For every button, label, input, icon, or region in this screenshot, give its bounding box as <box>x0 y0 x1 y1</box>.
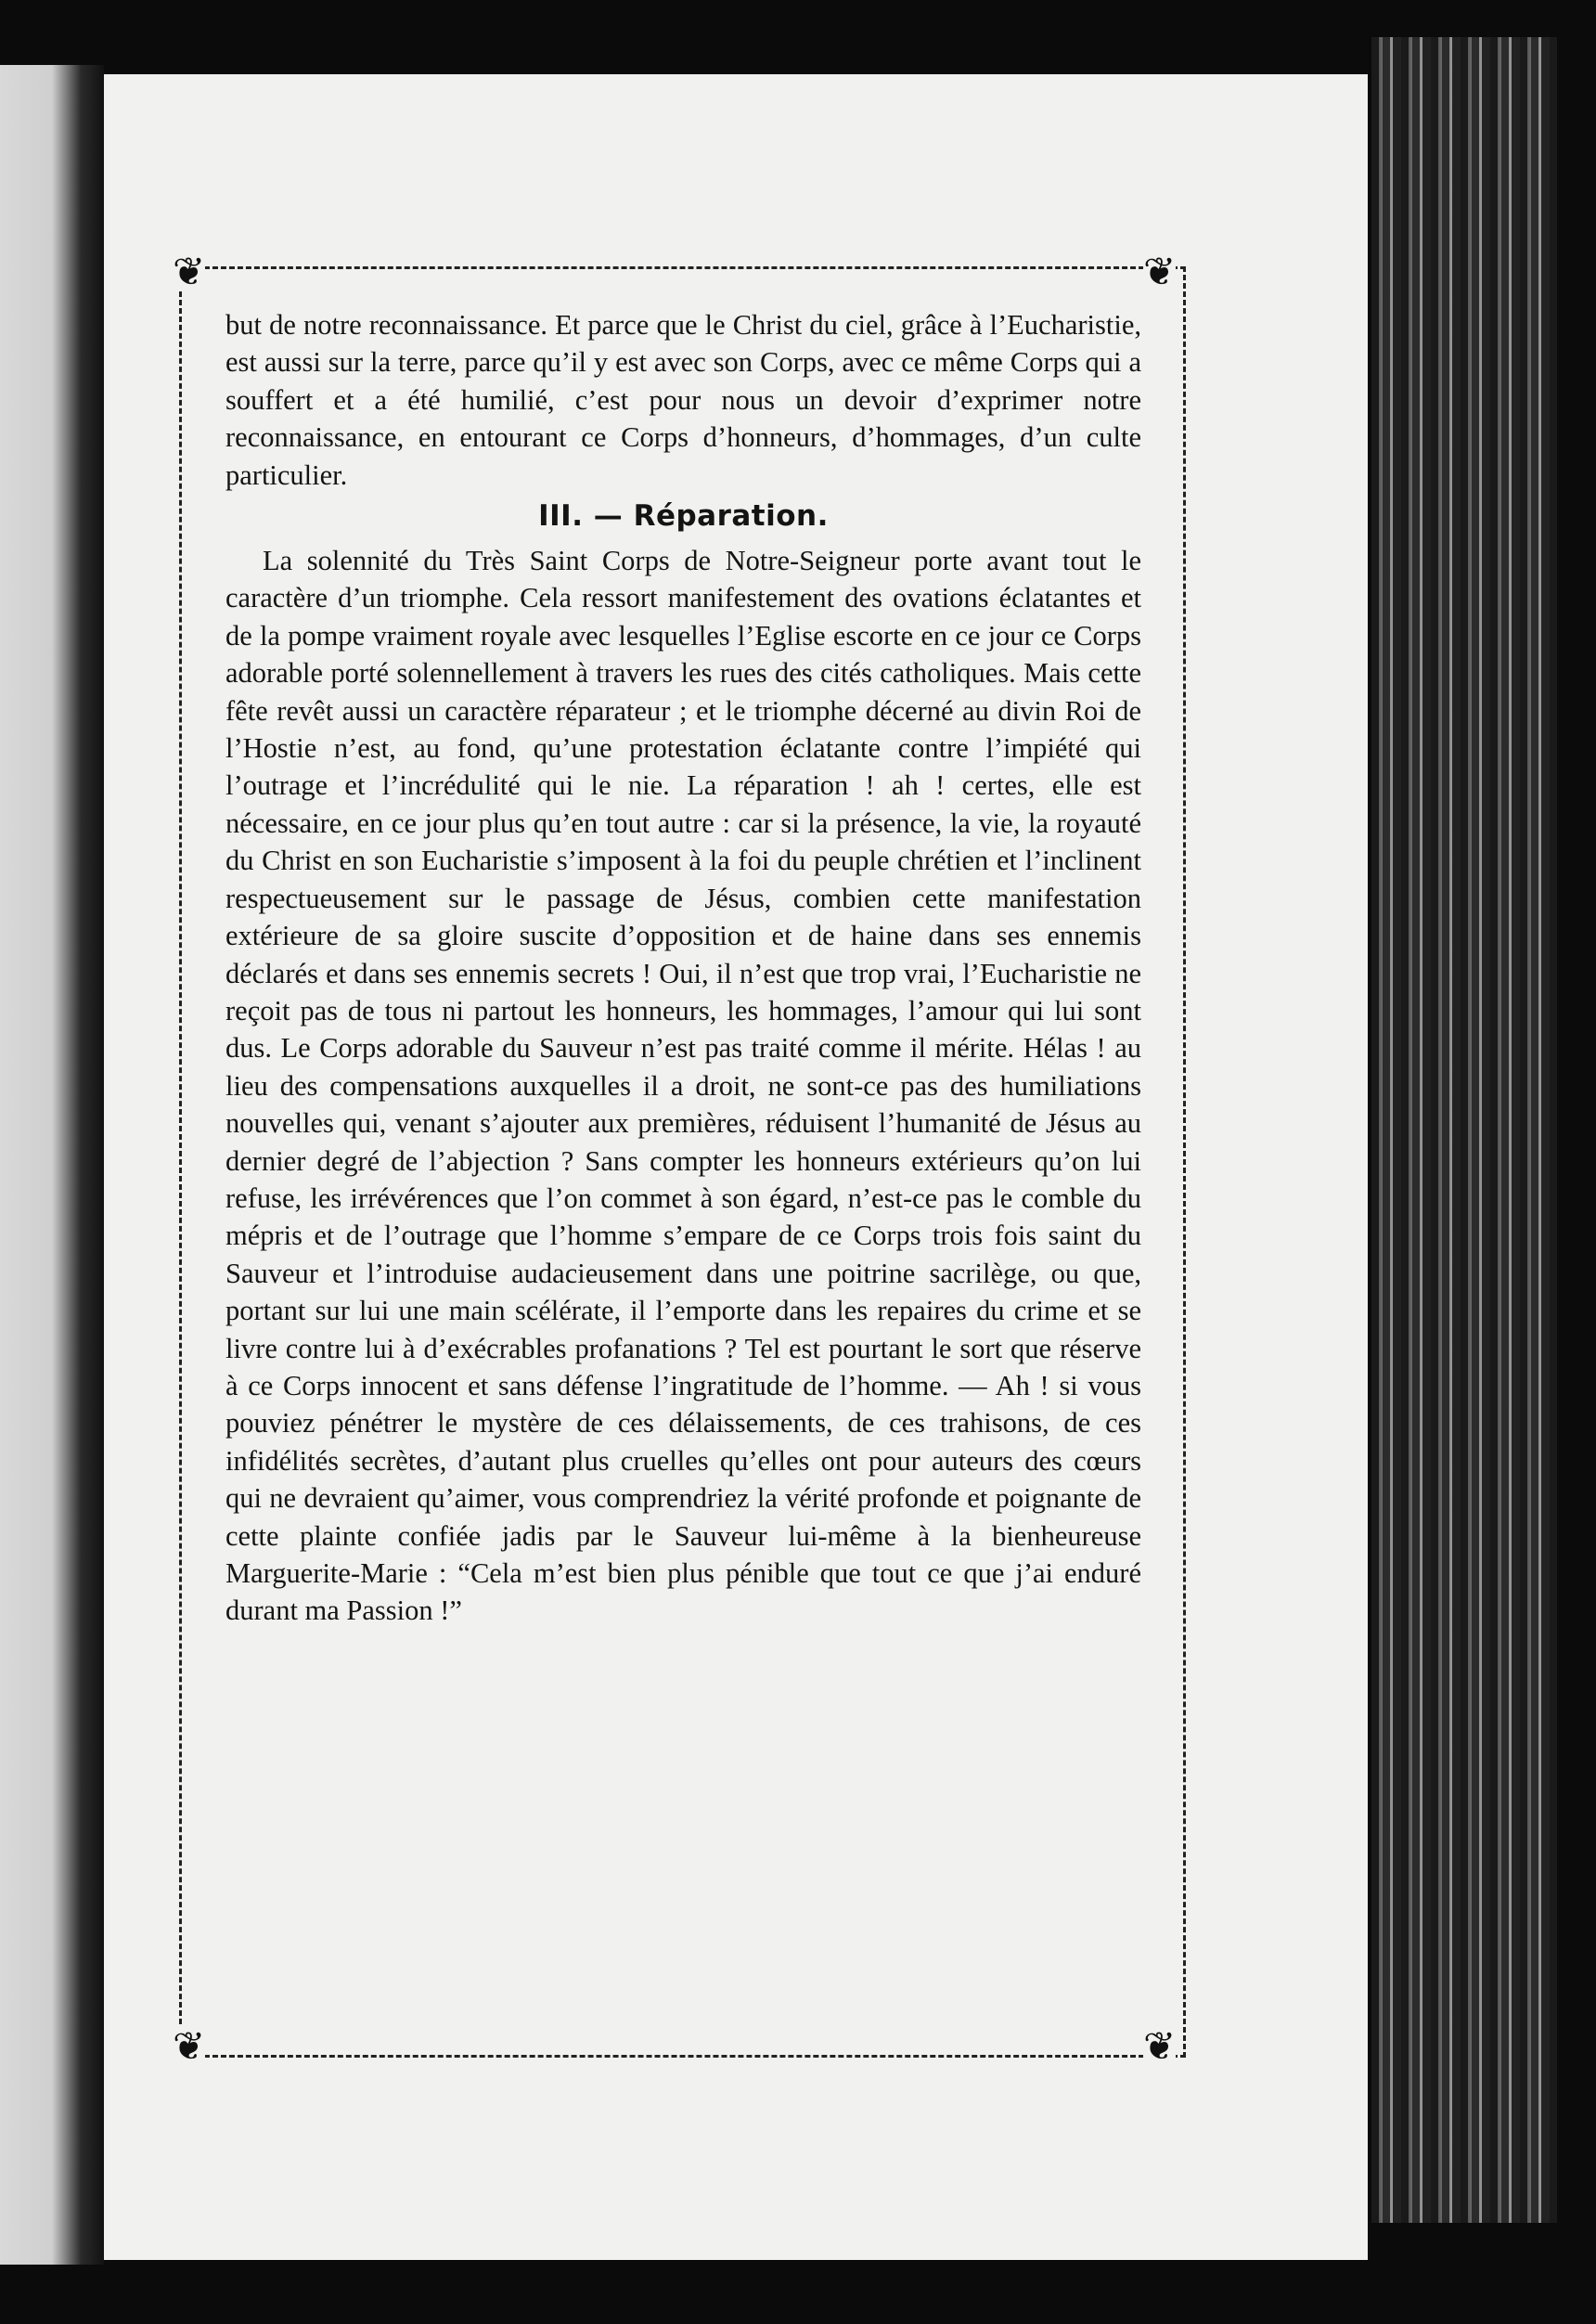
corner-ornament-icon: ❦ <box>1143 249 1177 294</box>
section-heading: III. — Réparation. <box>538 499 829 534</box>
corner-ornament-icon: ❦ <box>173 249 206 294</box>
page-stack-edge <box>1368 37 1557 2223</box>
left-page-edge <box>0 65 104 2265</box>
corner-ornament-icon: ❦ <box>1143 2023 1177 2069</box>
corner-ornament-icon: ❦ <box>173 2023 206 2069</box>
body-paragraph: La solennité du Très Saint Corps de Notre-Seigneur porte avant tout le caractère d’un triomphe. Cela ressort manifestement des ovations éclatantes et de la pompe vraiment royale avec lesquelles l’Eglise escorte en ce jour ce Corps adorable porté solennellement à travers les rues des cités catholiques. Mais cette fête revêt aussi un caractère réparateur ; et le triomphe décerné au divin Roi de l’Hostie n’est, au fond, qu’une protestation éclatante contre l’impiété qui l’outrage et l’incrédulité qui le nie. La réparation ! ah ! certes, elle est nécessaire, en ce jour plus qu’en tout autre : car si la présence, la vie, la royauté du Christ en son Eucharistie s’imposent à la foi du peuple chrétien et l’inclinent respectueusement sur le passage de Jésus, combien cette manifestation extérieure de sa gloire suscite d’opposition et de haine dans ses ennemis déclarés et dans ses ennemis secrets ! Oui, il n’est que trop vrai, l’Eucharistie ne reçoit pas de tous ni partout les honneurs, les hommages, l’amour qui lui sont dus. Le Corps adorable du Sauveur n’est pas traité comme il mérite. Hélas ! au lieu des compensations auxquelles il a droit, ne sont-ce pas des humiliations nouvelles qui, venant s’ajouter aux premières, réduisent l’humanité de Jésus au dernier degré de l’abjection ? Sans compter les honneurs extérieurs qu’on lui refuse, les irrévérences que l’on commet à son égard, n’est-ce pas le comble du mépris et de l’outrage que l’homme s’empare de ce Corps trois fois saint du Sauveur et l’introduise audacieusement dans une poitrine sacrilège, ou que, portant sur lui une main scélérate, il l’emporte dans les repaires du crime et se livre contre lui à d’exécrables profanations ? Tel est pourtant le sort que réserve à ce Corps innocent et sans défense l’ingratitude de l’homme. — Ah ! si vous pouviez pénétrer le mystère de ces délaissements, de ces trahisons, de ces infidélités secrètes, d’autant plus cruelles qu’elles ont pour auteurs des cœurs qui ne devraient qu’aimer, vous comprendriez la vérité profonde et poignante de cette plainte confiée jadis par le Sauveur lui-même à la bienheureuse Marguerite-Marie : “Cela m’est bien plus pénible que tout ce que j’ai enduré durant ma Passion !” <box>225 545 1141 1627</box>
page-text <box>225 306 1141 1630</box>
continuation-paragraph: but de notre reconnaissance. Et parce que le Christ du ciel, grâce à l’Eucharistie, est aussi sur la terre, parce qu’il y est avec son Corps, avec ce même Corps qui a souffert et a été humilié, c’est pour nous un devoir d’exprimer notre reconnaissance, en entourant ce Corps d’honneurs, d’hommages, d’un culte particulier. <box>225 309 1141 491</box>
